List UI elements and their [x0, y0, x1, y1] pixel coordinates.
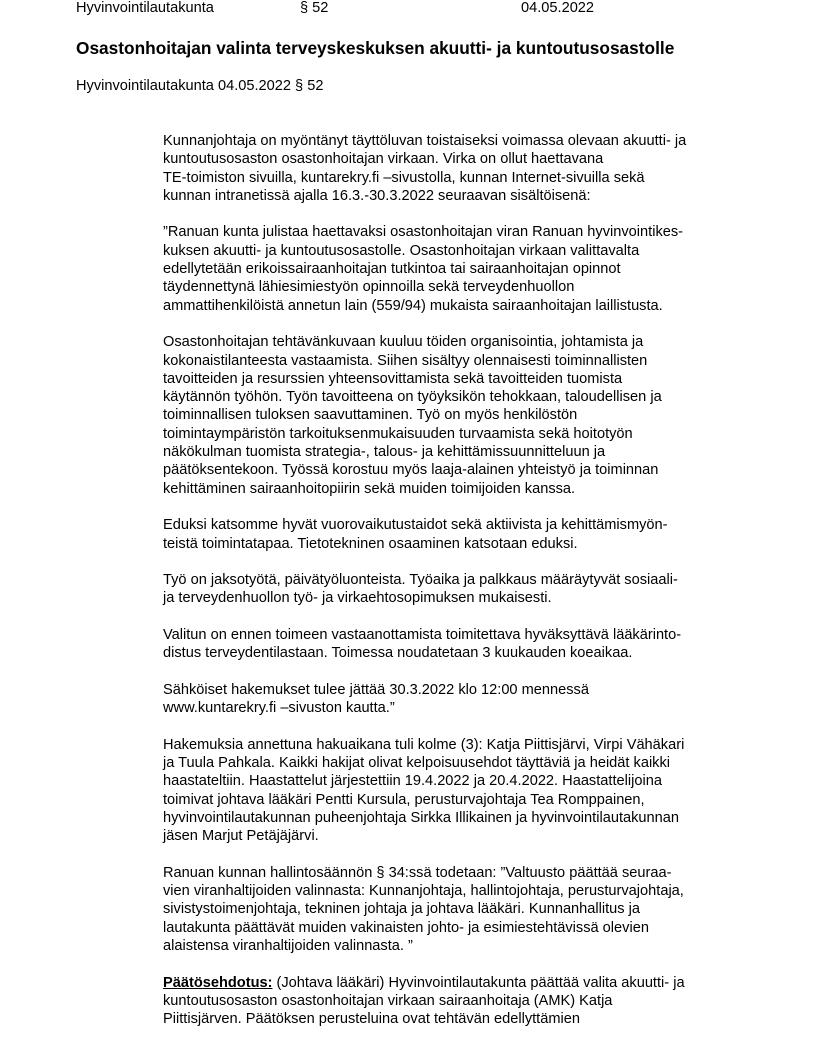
text-line: käytännön työhön. Työn tavoitteena on työyksikön tehokkaan, taloudellisen ja: [163, 389, 662, 406]
text-line: TE-toimiston sivuilla, kuntarekry.fi –sivustolla, kunnan Internet-sivuilla sekä: [163, 169, 645, 186]
text-line: Hakemuksia annettuna hakuaikana tuli kolme (3): Katja Piittisjärvi, Virpi Vähäkari: [163, 736, 685, 753]
text-line: Työ on jaksotyötä, päivätyöluonteista. Työaika ja palkkaus määräytyvät sosiaali-: [163, 572, 678, 589]
decision-proposal: [163, 974, 763, 1029]
text-line: ja terveydenhuollon työ- ja virkaehtosopimuksen mukaisesti.: [163, 590, 552, 607]
text-line: edellytetään erikoissairaanhoitajan tutkintoa tai sairaanhoitajan opinnot: [163, 261, 621, 278]
text-line: teistä toimintatapaa. Tietotekninen osaaminen katsotaan eduksi.: [163, 535, 578, 552]
text-line: toiminnallisen tuloksen saavuttaminen. Työ on myös henkilöstön: [163, 407, 578, 424]
text-line: alaistensa viranhaltijoiden valinnasta. ”: [163, 938, 413, 955]
text-line: tavoitteiden ja resurssien yhteensovittamista sekä tavoitteiden tuomista: [163, 370, 623, 387]
text-line: Sähköiset hakemukset tulee jättää 30.3.2022 klo 12:00 mennessä: [163, 681, 589, 698]
text-line: näkökulman tuomista strategia-, talous- ja kehittämissuunnitteluun ja: [163, 444, 606, 461]
text-line: distus terveydentilastaan. Toimessa noudatetaan 3 kuukauden koeaikaa.: [163, 645, 633, 662]
text-line: sivistystoimenjohtaja, tekninen johtaja ja johtava lääkäri. Kunnanhallitus ja: [163, 901, 641, 918]
text-line: [163, 974, 763, 992]
paragraph: [163, 681, 763, 718]
text-line: ammattihenkilöistä annetun lain (559/94) mukaista sairaanhoitajan laillistusta.: [163, 297, 663, 314]
text-line: lautakunta päättävät muiden vakinaisten johto- ja esimiestehtävissä olevien: [163, 919, 649, 936]
meeting-reference: Hyvinvointilautakunta 04.05.2022 § 52: [76, 78, 324, 94]
text-line: www.kuntarekry.fi –sivuston kautta.”: [163, 700, 395, 717]
text-line: toimintaympäristön tarkoituksenmukaisuuden turvaamista sekä hoitotyön: [163, 425, 633, 442]
text-line: Kunnanjohtaja on myöntänyt täyttöluvan toistaiseksi voimassa olevaan akuutti- ja: [163, 133, 687, 149]
text-line: kokonaistilanteesta vastaamista. Siihen sisältyy olennaisesti toiminnallisten: [163, 352, 648, 369]
text-line: kuntoutusosaston osastonhoitajan virkaan sairaanhoitaja (AMK) Katja: [163, 992, 613, 1009]
paragraph: [163, 571, 763, 608]
paragraph: [163, 864, 763, 955]
text-line: Osastonhoitajan tehtävänkuvaan kuuluu töiden organisointia, johtamista ja: [163, 334, 644, 351]
text-line: kehittäminen sairaanhoitopiirin sekä muiden toimijoiden kanssa.: [163, 480, 576, 497]
proposal-label: Päätösehdotus:: [163, 974, 273, 991]
paragraph: [163, 132, 763, 205]
text-line: ”Ranuan kunta julistaa haettavaksi osastonhoitajan viran Ranuan hyvinvointikes-: [163, 224, 684, 241]
text-line: vien viranhaltijoiden valinnasta: Kunnanjohtaja, hallintojohtaja, perusturvajohtaja,: [163, 883, 684, 900]
paragraph: [163, 626, 763, 663]
text-line: päätöksentekoon. Työssä korostuu myös laaja-alainen yhteistyö ja toiminnan: [163, 462, 659, 479]
paragraph: [163, 223, 763, 314]
text-line: ja Tuula Pahkala. Kaikki hakijat olivat kelpoisuusehdot täyttäviä ja heidät kaikki: [163, 755, 671, 772]
paragraph: [163, 333, 763, 498]
paragraph: [163, 736, 763, 846]
text-line: täydennettynä lähiesimiestyön opinnoilla sekä terveydenhuollon: [163, 279, 575, 296]
text-line: jäsen Marjut Petäjäjärvi.: [163, 828, 319, 845]
text-line: Eduksi katsomme hyvät vuorovaikutustaidot sekä aktiivista ja kehittämismyön-: [163, 517, 668, 534]
text-line: haastateltiin. Haastattelut järjestettiin 19.4.2022 ja 20.4.2022. Haastattelijoina: [163, 773, 662, 790]
paragraph: [163, 516, 763, 553]
text-line: kuksen akuutti- ja kuntoutusosastolle. Osastonhoitajan virkaan valittavalta: [163, 242, 640, 259]
text-line: Valitun on ennen toimeen vastaanottamista toimitettava hyväksyttävä lääkärinto-: [163, 627, 682, 644]
text-line: kunnan intranetissä ajalla 16.3.-30.3.2022 seuraavan sisältöisenä:: [163, 187, 591, 204]
proposal-text: (Johtava lääkäri) Hyvinvointilautakunta päättää valita akuutti- ja: [272, 974, 685, 991]
header-organization: Hyvinvointilautakunta: [76, 0, 214, 16]
header-section: § 52: [300, 0, 329, 16]
document-body: [163, 132, 763, 1047]
text-line: toimivat johtava lääkäri Pentti Kursula, perusturvajohtaja Tea Romppainen,: [163, 791, 645, 808]
header-date: 04.05.2022: [521, 0, 595, 16]
text-line: Ranuan kunnan hallintosäännön § 34:ssä todetaan: ”Valtuusto päättää seuraa-: [163, 864, 672, 881]
text-line: hyvinvointilautakunnan puheenjohtaja Sirkka Illikainen ja hyvinvointilautakunnan: [163, 809, 679, 826]
text-line: kuntoutusosaston osastonhoitajan virkaan. Virka on ollut haettavana: [163, 151, 604, 168]
text-line: Piittisjärven. Päätöksen perusteluina ovat tehtävän edellyttämien: [163, 1011, 580, 1028]
page-title: Osastonhoitajan valinta terveyskeskuksen akuutti- ja kuntoutusosastolle: [76, 38, 675, 58]
